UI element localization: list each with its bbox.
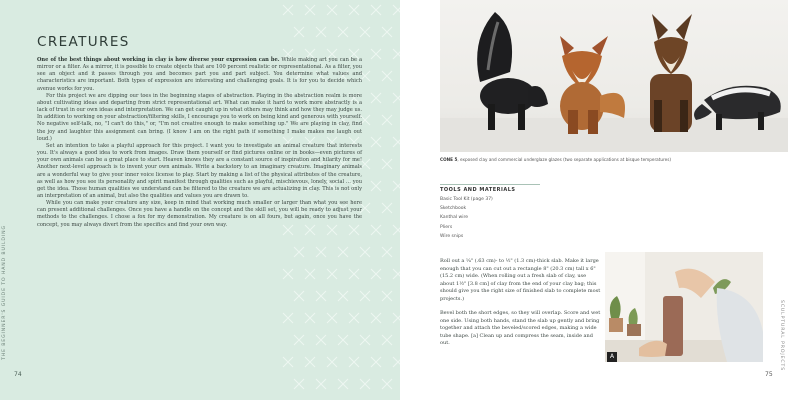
black-skunk-figure [477,12,548,130]
paragraph-text: For this project we are dipping our toes in the beginning stages of abstraction. Playing in the abstraction realm is more about cultivating ideas and departing from strict representational art. What can make it hard to work more abstractly is a lack of trust in our own ideas and interpretation. We can get caught up in what others may think and how they may judge us. In addition to working on your abstraction/filtering skills, I encourage you to work on being kind and generous with yourself. No negative self-talk, no, "I can't do this," or, "I'm not creative enough to make something up." We are playing in clay, find the joy and laughter this assignment can bring. (I know I am on the right path if something I make makes me laugh out loud.) [37,92,362,142]
tool-item: Pliers [440,224,453,230]
paragraph-4 [37,200,362,229]
tall-fox-figure [650,14,692,132]
paragraph-2 [37,93,362,143]
caption-bold: CONE 5 [440,157,458,162]
body-text [37,57,362,229]
paragraph-1 [37,57,362,93]
tools-title: TOOLS AND MATERIALS [440,187,516,193]
tool-item: Basic Tool Kit (page 37) [440,197,493,202]
left-page-number: 74 [14,371,22,378]
right-running-head-text: SCULPTURAL PROJECTS [779,300,784,372]
tool-item: Wire snips [440,233,464,239]
tools-and-materials [440,184,590,241]
caption-text: , exposed clay and commercial underglaze glazes (two separate applications at bisque temperatures) [457,157,672,162]
tools-list [440,195,590,241]
instruction-step: Bevel both the short edges, so they will overlap. Score and wet one side. Using both hands, stand the slab up gently and bring together and attach the beveled/scored edges, making a wide tube shape. [a] Clean up and compress the seam, inside and out. [440,310,601,346]
instructions [440,258,602,355]
right-running-head [778,300,788,380]
paragraph-text: Set an intention to take a playful approach for this project. I want you to investigate an animal creature that interests you. It's always a good idea to work from images. Draw them yourself or find pictures online or in books—even pictures of your own animals can be a great place to start. Heaven knows they are a constant source of inspiration and hilarity for me! Another next-level approach is to invent your own animals. Write a backstory to an imaginary creature. Imaginary animals are a wonderful way to give your inner voice license to play. Start by making a list of the physical attributes of the creature, as well as how you see its personality and spirit manifest through qualities such as playful, mischievous, lonely, social … you get the idea. Those human qualities we understand can be filtered to the creature we are actualizing in clay. This is not only an interpretation of an animal, but also the qualities and values you are drawn to. [37,142,362,199]
photo-caption [440,157,788,162]
tools-divider [440,184,540,185]
right-page-number: 75 [765,371,773,378]
left-running-head [2,120,14,360]
paragraph-lead: One of the best things about working in clay is how diverse your expression can be. [37,57,280,63]
left-running-head-text: THE BEGINNER'S GUIDE TO HAND BUILDING [2,225,7,360]
chapter-title: CREATURES [37,34,130,50]
tool-item: Sketchbook [440,206,467,212]
tool-item: Kanthal wire [440,215,468,221]
hands-forming-slab-photo [605,252,763,362]
instruction-step: Roll out a ¼" (.63 cm)- to ½" (1.3 cm)-thick slab. Make it large enough that you can cut out a rectangle 8" (20.3 cm) tall x 6" (15.2 cm) wide. (When rolling out a fresh slab of clay, use about 1½" [3.8 cm] of clay from the end of your clay bag; this should give you the right size of finished slab to complete most projects.) [440,258,601,302]
clay-creatures-photo [440,0,788,152]
paragraph-3 [37,143,362,200]
photo-step-badge: A [607,352,617,362]
paragraph-text: While you can make your creature any size, keep in mind that working much smaller or larger than what you see here can present additional challenges. Once you have a handle on the concept and the skill set, you will be ready to adjust your methods to the challenges. I chose a fox for my demonstration. My creature is on all fours, but again, once you have the concept, you may always divert from the specifics and find your own way. [37,200,362,228]
right-page [400,0,788,400]
paragraph-text: While making art you can be a mirror or a filter. As a mirror, it is possible to create objects that are 100 percent realistic or representational. As a filter, you see an object and it passes through you and becomes part you and part subject. You determine what values and characteristics are important. Both types of expression are interesting and challenging goals. It is for you to decide which avenue works for you. [37,57,362,92]
